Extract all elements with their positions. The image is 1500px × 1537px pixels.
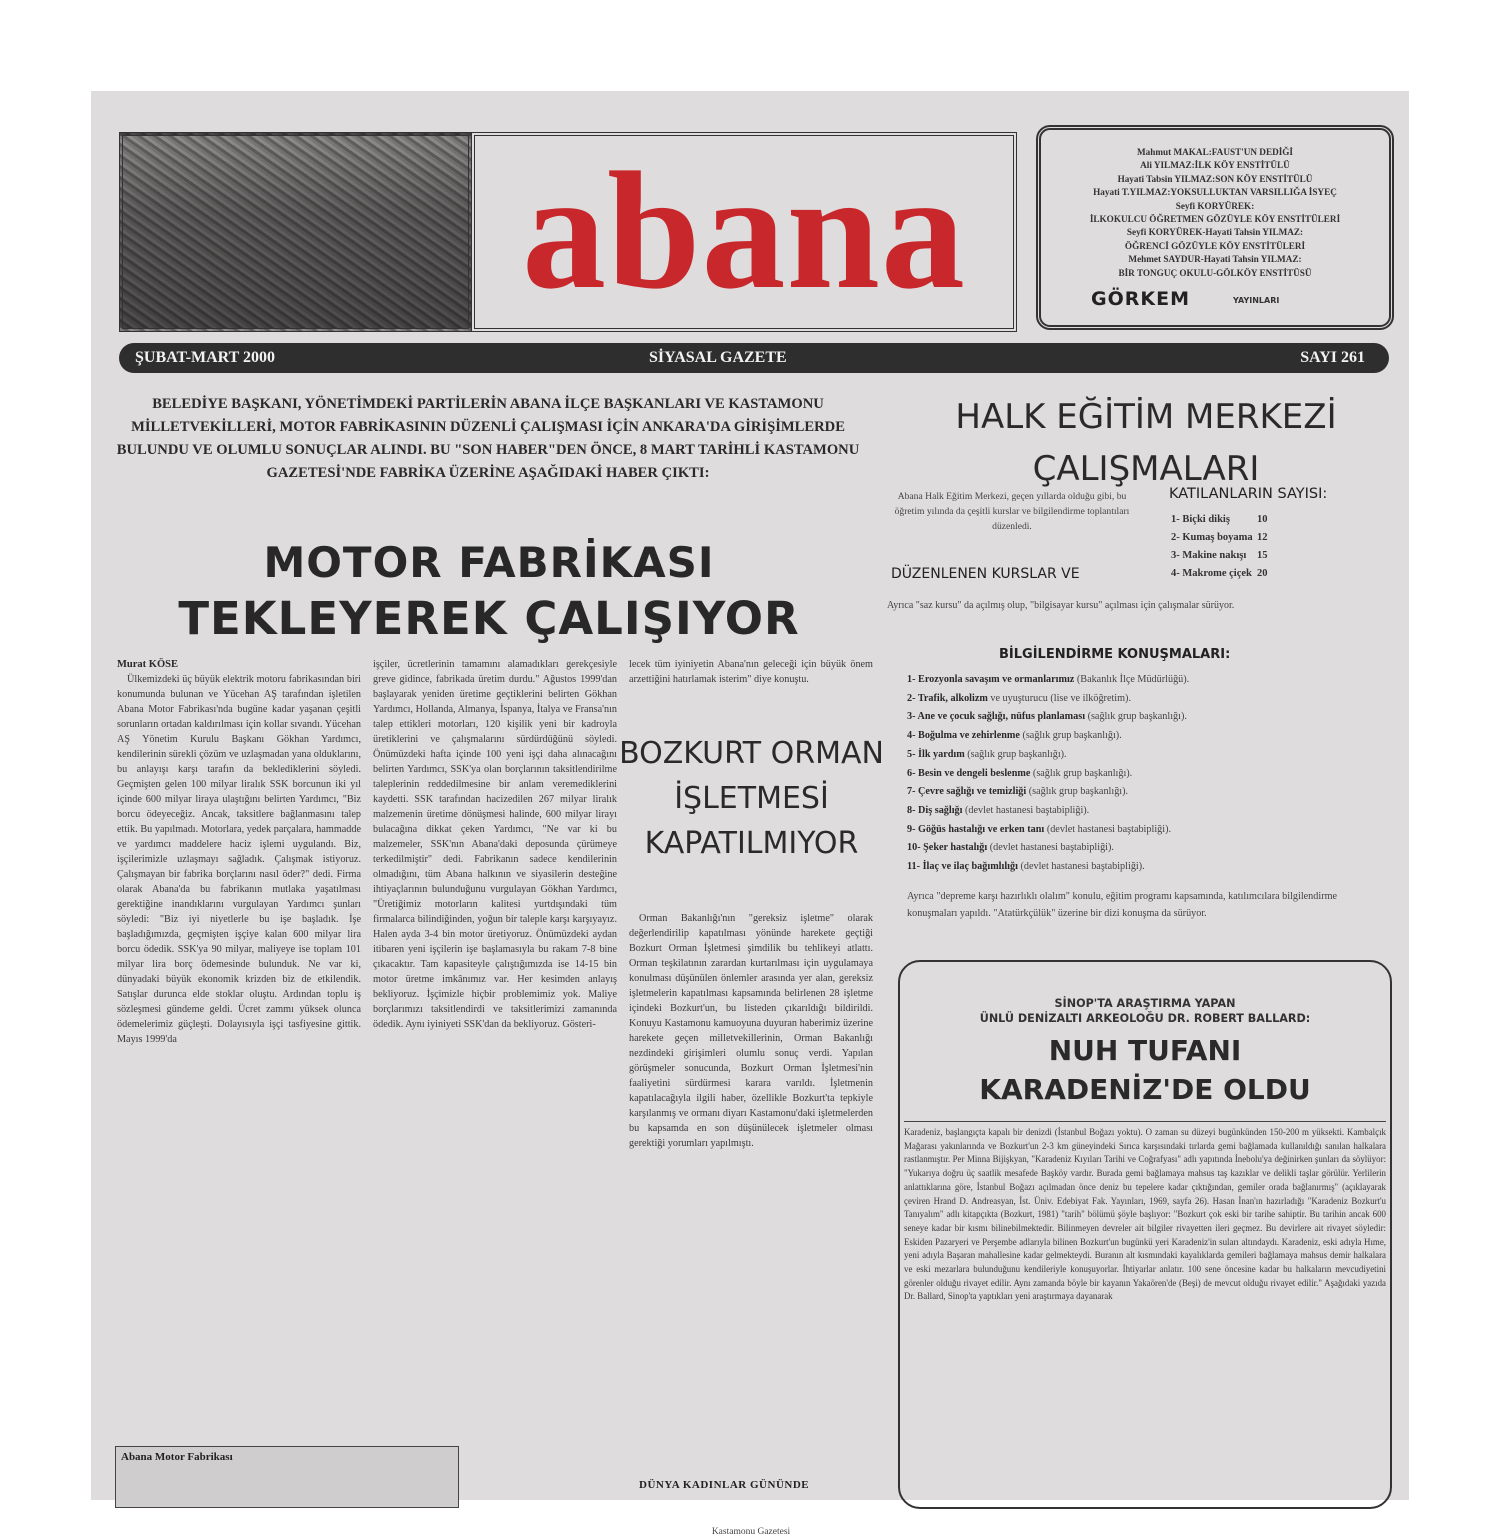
main-article-col-1	[117, 657, 361, 1442]
talk-topic: 8- Diş sağlığı	[907, 804, 963, 816]
hem-kurslar-label: DÜZENLENEN KURSLAR VE	[891, 566, 1080, 582]
course-item	[1171, 565, 1268, 583]
talk-item	[907, 727, 1387, 746]
credit-line: Hayati T.YILMAZ:YOKSULLUKTAN VARSILLIĞA İSYEÇ	[1093, 187, 1337, 198]
talk-item	[907, 858, 1387, 877]
talk-topic: 11- İlaç ve ilaç bağımlılığı	[907, 861, 1018, 873]
col-text: Ülkemizdeki üç büyük elektrik motoru fabrikasından biri konumunda bulunan ve Yücehan AŞ tarafından işletilen Abana Motor Fabrikası'nda bugüne kadar yaşanan çeşitli sorunların ortadan kaldırılması için kollar sıvandı. Yücehan AŞ Yönetim Kurulu Başkanı Gökhan Yardımcı, kendilerinin sürekli çözüm ve uzlaşmadan yana olduklarını, bu anlayışı karşı tarafın da beklediklerini söyledi. Geçmişten gelen 100 milyar liralık SSK borcunun iki yıl içinde 600 milyar liraya ulaştığını belirten Yardımcı, "Biz borcu ödeyeceğiz. Ancak, taksitlere bağlanmasını talep ettik. Bu yapılmadı. Motorlara, yedek parçalara, hammadde ve yardımcı maddelere haciz işlemi uygulandı. Biz, işçilerimizle uzlaşmayı sağladık. Çalışmak istiyoruz. Çalışmayan bir fabrika borçlarını nasıl öder?" dedi. Firma olarak Abana'da bu fabrikanın mutlaka yaşatılması gerektiğine inandıklarını vurgulayan Yardımcı şunları söyledi: "Biz iyi niyetlerle bu işe başladık. İşe başladığımızda, geçmişten işçiye kalan 600 milyar lira borcu ödedik. SSK'ya 90 milyar, maliyeye ise toplam 101 milyar lira borç ödemesinde bulunduk. Ne var ki, dünyadaki büyük ekonomik krizden biz de etkilendik. Satışlar durunca elde stoklar oluştu. Ardından toplu iş sözleşmesi gündeme geldi. Ücret zammı yüksek olunca ödemelerimiz güçleşti. Dolayısıyla işçi tasfiyesine gittik. Mayıs 1999'da	[117, 674, 361, 1045]
credit-line: Seyfi KORYÜREK:	[1175, 200, 1255, 211]
issue-date: ŞUBAT-MART 2000	[135, 349, 276, 366]
course-count: 12	[1257, 532, 1268, 543]
nuh-kicker-line-1: SİNOP'TA ARAŞTIRMA YAPAN	[1054, 997, 1236, 1010]
bozkurt-text: Orman Bakanlığı'nın "gereksiz işletme" olarak değerlendirilip kapatılması yönünde harekete geçtiği Bozkurt Orman İşletmesi şimdilik bu tehlikeyi atlattı. Orman teşkilatının zarardan kurtarılması için uygulamaya konulması düşünülen önlemler arasında yer alan, gereksiz işletmelerin kapatılması kapsamında belirlenen 28 işletme içindeki Bozkurt'un, bu listeden çıkarıldığı bildirildi. Konuyu Kastamonu kamuoyuna duyuran haberimiz üzerine harekete geçen milletvekillerinin, Orman Bakanlığı nezdindeki girişimleri olumlu sonuç verdi. Yapılan görüşmeler sonucunda, Bozkurt Orman İşletmesi'nin faaliyetini sürdürmesi karara varıldı. İşletmenin kapatılacağıyla ilgili haber, özellikle Bozkurt'ta tepkiyle karşılanmış ve ormanı diyarı Kastamonu'daki işletmelerden bu kapsamda en son düşünülecek işletmeler olması gerektiği yorumları yapılmıştı.	[629, 913, 873, 1149]
credit-line: Hayati Tabsin YILMAZ:SON KÖY ENSTİTÜLÜ	[1117, 173, 1313, 184]
talk-topic: 4- Boğulma ve zehirlenme	[907, 730, 1020, 742]
talk-by: (devlet hastanesi baştabipliği).	[989, 842, 1114, 854]
credit-line: Seyfi KORYÜREK-Hayati Tahsin YILMAZ:	[1126, 227, 1304, 238]
talk-item	[907, 765, 1387, 784]
talk-by: (sağlık grup başkanlığı).	[1087, 711, 1187, 723]
hem-talks-list	[907, 671, 1387, 877]
main-article-col-3: lecek tüm iyiniyetin Abana'nın geleceği için büyük önem arzettiğini hatırlamak isterim" diye konuştu.	[629, 659, 873, 685]
course-name: 2- Kumaş boyama	[1171, 532, 1253, 543]
course-count: 10	[1257, 514, 1268, 525]
talk-by: (Bakanlık İlçe Müdürlüğü).	[1076, 674, 1190, 685]
publisher-sub: YAYINLARI	[1233, 296, 1280, 305]
talk-item	[907, 708, 1387, 727]
hem-katilan-title: KATILANLARIN SAYISI:	[1169, 486, 1328, 502]
masthead-logo: abana	[522, 138, 966, 324]
talk-item	[907, 671, 1387, 690]
nuh-headline	[898, 1031, 1392, 1109]
talk-by: (sağlık grup başkanlığı).	[967, 748, 1067, 760]
publisher-credits	[1049, 146, 1381, 280]
talk-item	[907, 839, 1387, 858]
talk-by: (devlet hastanesi baştabipliği).	[1020, 861, 1145, 873]
credit-line: İLKOKULCU ÖĞRETMEN GÖZÜYLE KÖY ENSTİTÜLERİ	[1089, 214, 1341, 225]
hem-intro: Abana Halk Eğitim Merkezi, geçen yıllarda olduğu gibi, bu öğretim yılında da çeşitli kurslar ve bilgilendirme toplantıları düzenledi.	[894, 491, 1130, 532]
factory-photo-caption: Abana Motor Fabrikası	[121, 1451, 233, 1463]
dunya-kicker: DÜNYA KADINLAR GÜNÜNDE	[639, 1479, 810, 1491]
talk-by: (sağlık grup başkanlığı).	[1028, 786, 1129, 798]
newspaper-page	[91, 91, 1409, 1537]
course-item	[1171, 547, 1268, 565]
hem-closing: Ayrıca "depreme karşı hazırlıklı olalım" konulu, eğitim programı kapsamında, katılımcılara bilgilendirme konuşmaları yapıldı. "Atatürkçülük" üzerine bir dizi konuşma da sürüyor.	[907, 891, 1338, 919]
credit-line: Ali YILMAZ:İLK KÖY ENSTİTÜLÜ	[1140, 160, 1290, 171]
credit-line: BİR TONGUÇ OKULU-GÖLKÖY ENSTİTÜSÜ	[1118, 267, 1312, 278]
paper-type: SİYASAL GAZETE	[649, 349, 787, 366]
hem-course-list	[1171, 511, 1268, 583]
nuh-kicker-line-2: ÜNLÜ DENİZALTI ARKEOLOĞU DR. ROBERT BALLARD:	[979, 1012, 1311, 1025]
talk-item	[907, 821, 1387, 840]
course-count: 15	[1257, 550, 1268, 561]
main-article-headline	[129, 535, 849, 647]
bozkurt-source: Kastamonu Gazetesi	[711, 1527, 791, 1537]
course-name: 4- Makrome çiçek	[1171, 568, 1252, 579]
headline-line-2: TEKLEYEREK ÇALIŞIYOR	[178, 592, 800, 645]
talk-by: (sağlık grup başkanlığı).	[1032, 767, 1133, 779]
course-item	[1171, 511, 1268, 529]
nuh-headline-line-1: NUH TUFANI	[1048, 1034, 1242, 1067]
talk-topic: 1- Erozyonla savaşım ve ormanlarımız	[907, 674, 1075, 685]
publisher-credits-box	[1036, 125, 1394, 330]
talk-item	[907, 783, 1387, 802]
talk-item	[907, 746, 1387, 765]
main-article-deck: BELEDİYE BAŞKANI, YÖNETİMDEKİ PARTİLERİN ABANA İLÇE BAŞKANLARI VE KASTAMONU MİLLETVEKİLLERİ, MOTOR FABRİKASININ DÜZENLİ ÇALIŞMASI İÇİN ANKARA'DA GİRİŞİMLERDE BULUNDU VE OLUMLU SONUÇLAR ALINDI. BU "SON HABER"DEN ÖNCE, 8 MART TARİHLİ KASTAMONU GAZETESİ'NDE FABRİKA ÜZERİNE AŞAĞIDAKİ HABER ÇIKTI:	[116, 396, 860, 481]
hem-headline: HALK EĞİTİM MERKEZİ ÇALIŞMALARI	[955, 397, 1337, 489]
talk-item	[907, 802, 1387, 821]
talk-topic: 3- Ane ve çocuk sağlığı, nüfus planlaması	[907, 711, 1086, 723]
credit-line: ÖĞRENCİ GÖZÜYLE KÖY ENSTİTÜLERİ	[1124, 240, 1306, 251]
masthead-logo-box	[471, 132, 1017, 332]
date-band	[119, 343, 1389, 373]
credit-line: Mehmet SAYDUR-Hayati Tahsin YILMAZ:	[1128, 254, 1302, 265]
talk-topic: 9- Göğüs hastalığı ve erken tanı	[907, 823, 1045, 835]
headline-line-1: MOTOR FABRİKASI	[263, 538, 715, 587]
credit-line: Mahmut MAKAL:FAUST'UN DEDİĞİ	[1136, 147, 1294, 157]
talk-topic: 5- İlk yardım	[907, 748, 965, 760]
issue-number: SAYI 261	[1300, 349, 1365, 366]
talk-topic: 10- Şeker hastalığı	[907, 842, 988, 854]
talk-topic: 7- Çevre sağlığı ve temizliği	[907, 786, 1027, 798]
masthead-photo	[119, 132, 472, 332]
course-name: 3- Makine nakışı	[1171, 550, 1247, 561]
talk-topic: 6- Besin ve dengeli beslenme	[907, 767, 1031, 779]
talk-item	[907, 690, 1387, 709]
nuh-kicker	[898, 996, 1392, 1026]
course-count: 20	[1257, 568, 1268, 579]
publisher-name: GÖRKEM	[1091, 288, 1190, 310]
nuh-headline-line-2: KARADENİZ'DE OLDU	[979, 1073, 1311, 1106]
talk-by: ve uyuşturucu (lise ve ilköğretim).	[990, 692, 1132, 704]
hem-ayrica: Ayrıca "saz kursu" da açılmış olup, "bilgisayar kursu" açılması için çalışmalar sürüyor.	[887, 600, 1235, 611]
hem-talks-title: BİLGİLENDİRME KONUŞMALARI:	[999, 647, 1231, 662]
nuh-article-text: Karadeniz, başlangıçta kapalı bir denizdi (İstanbul Boğazı yoktu). O zaman su düzeyi bugünkünden 150-200 m yüksekti. Kambalçık Mağarası yakınlarında ve Bozkurt'un 2-3 km güneyindeki Sırıca karşısındaki tırlarda gemi bağlamada kullanıldığı sanılan halkalara rastlanmıştır. Per Minna Bijişkyan, "Karadeniz Kıyıları Tarihi ve Coğrafyası" adlı yapıtında İnebolu'ya değinirken şunları da söylüyor: "Yukarıya doğru üç saatlik mesafede Başköy vardır. Burada gemi bağlamaya mahsus taş kazıklar ve delikli taşlar görülür. Yerlilerin anlattıklarına göre, İstanbul Boğazı açılmadan önce deniz bu tepelere kadar çıktığından, gemiler orada bağlanırmış" (açıklayarak çeviren Hrand D. Andreasyan, İst. Üniv. Edebiyat Fak. Yayınları, 1969, sayfa 26). Hasan İnan'ın hazırladığı "Karadeniz Bozkurt'u Tanıyalım" adlı kitapçıkta (Bozkurt, 1981) "tarih" bölümü şöyle başlıyor: "Bozkurt çok eski bir tarihe sahiptir. Bu tarihin ancak 600 seneye kadar bir kısmı bilinebilmektedir. Bilinmeyen devreler ait bilgiler rivayetten ileri geçmez. Bu devirlere ait rivayet söyledir: Eskiden Pazaryeri ve Perşembe adlarıyla bilinen Bozkurt'un bugünkü yeri Karadeniz'in suları altındaydı. Karadeniz, eski adıyla Hıme, yeni adıyla Başaran mahallesine kadar gelmekteydi. Buranın alt kısmındaki kayalıklarda gemileri bağlamaya mahsus demir halkalara ve eski mezarlara bulunduğunu kendileriyle konuşuyorlar. İhtiyarlar anlatır. 100 sene öncesine kadar bu halkaların mevcudiyetini görenler olduğu rivayet edilir. Aynı zamanda böyle bir kayanın Yakaören'de (Beşi) de mevcut olduğu rivayet edilir." Aşağıdaki yazıda Dr. Ballard, Sinop'ta yaptıkları yeni araştırmaya dayanarak	[904, 1121, 1386, 1506]
course-item	[1171, 529, 1268, 547]
byline: Murat KÖSE	[117, 659, 178, 670]
course-name: 1- Biçki dikiş	[1171, 514, 1230, 525]
talk-by: (sağlık grup başkanlığı).	[1022, 730, 1122, 742]
bozkurt-headline: BOZKURT ORMAN İŞLETMESİ KAPATILMIYOR	[619, 736, 884, 861]
main-article-col-2: işçiler, ücretlerinin tamamını alamadıkları gerekçesiyle greve gidince, fabrikada üretim durdu." Ağustos 1999'dan başlayarak yeniden üretime geçtiklerini belirten Gökhan Yardımcı, Hollanda, Almanya, İspanya, İtalya ve Fransa'nın talep ettikleri motorları, 120 kişilik yeni bir kadroyla üretiklerini ve çalışmalarını sürdürdüğünü söyledi. Önümüzdeki hafta içinde 100 yeni işçi daha alınacağını belirten Yardımcı, SSK'ya olan borçlarının taksitlendirilme taleplerinin reddedilmesine bir anlam veremediklerini kaydetti. SSK tarafından hacizedilen 267 milyar liralık malzemenin üretime dönüşmesi halinde, 600 milyar lirayı bulacağına dikkat çeken Yardımcı, "Ne var ki bu malzemeler, SSK'nın Abana'daki deposunda çürümeye terkedilmiştir" dedi. Fabrikanın sadece kendilerinin olmadığını, tüm Abana halkının ve siyasilerin desteğine ihtiyaçlarının bulunduğunu vurgulayan Gökhan Yardımcı, "Üretiğimiz motorların kalitesi yurtdışındaki tüm firmalarca bilindiğinden, yoğun bir taleple karşı karşıyayız. Halen ayda 3-4 bin motor üretiyoruz. Önümüzdeki aydan itibaren yeni işçilerin işe başlamasıyla bu rakam 7-8 bine çıkacaktır. Tam kapasiteyle çalıştığımızda ise 14-15 bin motor üretme imkânımız var. Her kesimden anlayış bekliyoruz. İşçimizle hiçbir problemimiz yok. Maliye borçlarımızı taksitlendirdi ve taksitlerimizi zamanında ödedik. Aynı iyiniyeti SSK'dan da bekliyoruz. Gösteri-	[373, 659, 617, 1030]
talk-by: (devlet hastanesi baştabipliği).	[965, 804, 1090, 816]
talk-by: (devlet hastanesi baştabipliği).	[1046, 823, 1172, 835]
talk-topic: 2- Trafik, alkolizm	[907, 692, 988, 704]
